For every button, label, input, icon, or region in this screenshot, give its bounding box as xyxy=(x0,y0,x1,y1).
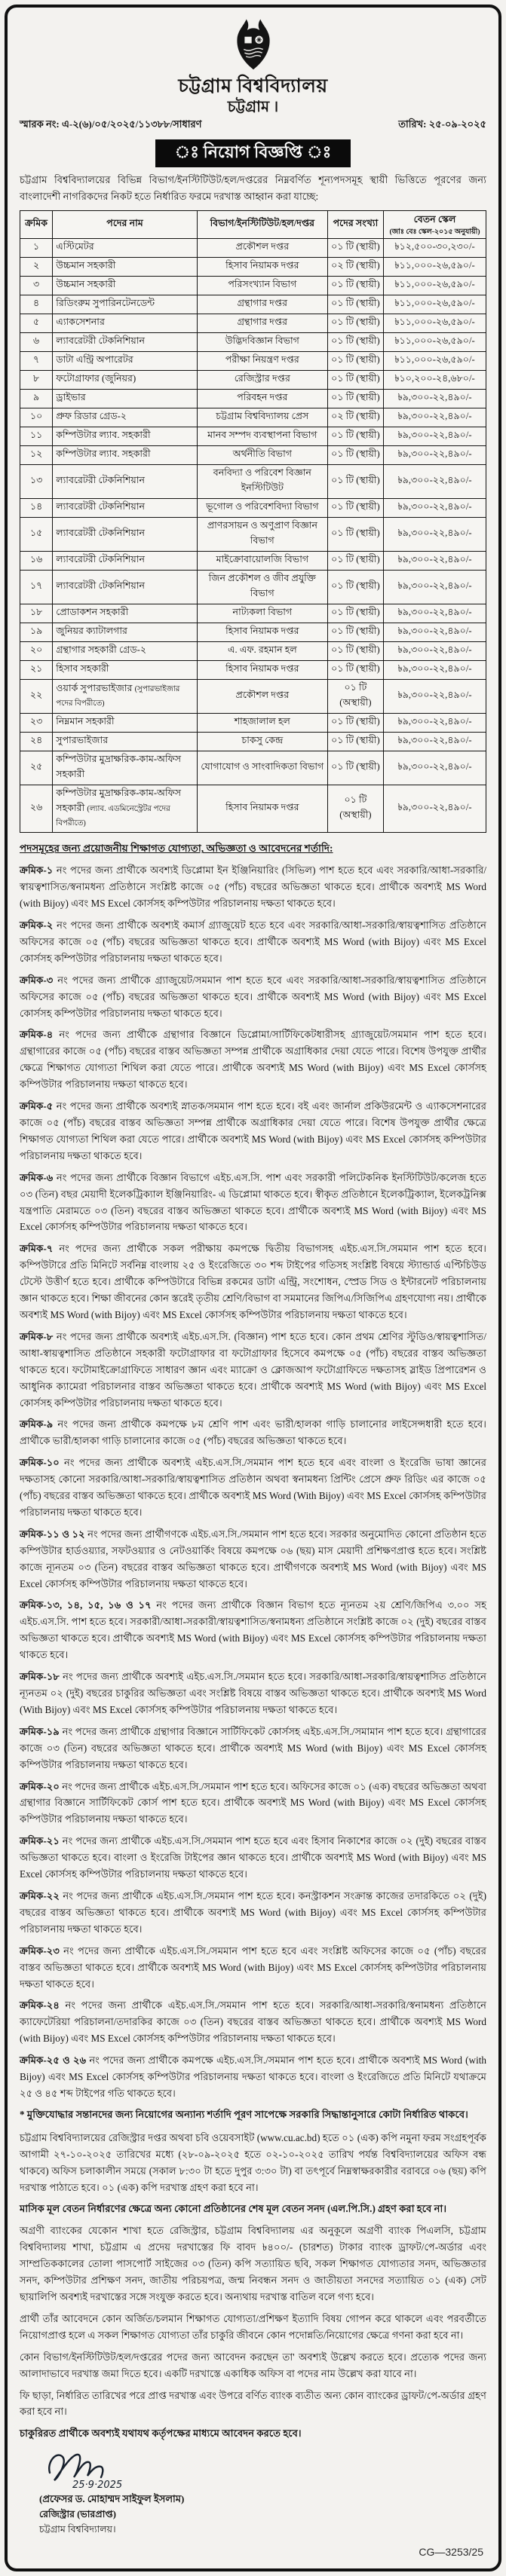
table-row xyxy=(20,680,486,714)
cell-department: অর্থনীতি বিভাগ xyxy=(197,446,327,465)
cell-serial: ২১ xyxy=(20,661,53,680)
cell-post: কম্পিউটার ল্যাব. সহকারী xyxy=(53,427,198,446)
cell-count: ০১ টি (স্থায়ী) xyxy=(327,604,383,623)
requirement-paragraph: ক্রমিক-৮ নং পদের জন্য প্রার্থীকে অবশ্যই এইচ.এস.সি. (বিজ্ঞান) পাশ হতে হবে। কোন প্রথম শ্রেণির স্টুডিও/স্বায়ত্বশাসিত/আধা-স্বায়ত্বশাসিত প্রতিষ্ঠানে সহকারী ফটোগ্রাফার বা ফটোগ্রাফার হিসেবে কমপক্ষে ০৫ (পাঁচ) বছরের বাস্তব অভিজ্ঞতা থাকতে হবে। ফটোমাইক্রোগ্রাফিতে সাধারণ জ্ঞান এবং ম্যাক্রো ও ক্লোজআপ ফটোগ্রাফিতে দক্ষতাসহ স্লাইড প্রিপারেশন ও আধুনিক ক্যামেরা পরিচালনার বাস্তব অভিজ্ঞতা থাকতে হবে। প্রার্থীকে অবশ্যই MS Word (with Bijoy) এবং MS Excel কোর্সসহ কম্পিউটার পরিচালনায় দক্ষতা থাকতে হবে। xyxy=(20,1330,486,1409)
cell-department: জিন প্রকৌশল ও জীব প্রযুক্তি বিভাগ xyxy=(197,571,327,604)
cell-serial: ৫ xyxy=(20,314,53,333)
cell-post: রিডিংরুম সুপারিনটেনডেন্ট xyxy=(53,295,198,314)
requirement-paragraph: ক্রমিক-৯ নং পদের জন্য প্রার্থীকে কমপক্ষে ৮ম শ্রেণি পাশ এবং ভারী/হালকা গাড়ি চালানোর লাইসেন্সধারী হতে হবে। প্রার্থীকে ভারী/হালকা গাড়ি চালানোর কাজে ০৫ (পাঁচ) বছরের অভিজ্ঞতা থাকতে হবে। xyxy=(20,1418,486,1447)
cell-post: ল্যাবরেটরী টেকনিশিয়ান xyxy=(53,499,198,518)
cell-count: ০১ টি (স্থায়ী) xyxy=(327,277,383,295)
table-row xyxy=(20,714,486,733)
table-row xyxy=(20,661,486,680)
cell-department: এ. এফ. রহমান হল xyxy=(197,642,327,661)
table-row xyxy=(20,552,486,571)
cell-count: ০১ টি (স্থায়ী) xyxy=(327,552,383,571)
requirement-paragraph: ক্রমিক-২২ নং পদের জন্য প্রার্থীকে এইচ.এস.সি./সমমান পাশ হতে হবে। কনস্ট্রাকশন সংক্রান্ত কাজের তদারকিতে ০২ (দুই) বছরের বাস্তব অভিজ্ঞতা থাকতে হবে। প্রার্থীকে অবশ্যই MS Word (with Bijoy) এবং MS Excel কোর্সসহ কম্পিউটার পরিচালনায় দক্ষতা থাকতে হবে। xyxy=(20,1889,486,1935)
note-paragraph: প্রার্থী তাঁর আবেদনে কোন অর্জিত/চলমান শিক্ষাগত যোগ্যতা/প্রশিক্ষণ ইত্যাদি বিষয় গোপন করে থাকলে এবং পরবর্তীতে নিয়োগপ্রাপ্ত হলে এ সকল শিক্ষাগত যোগ্যতা তাঁর চাকুরি জীবনে কোন পদোন্নতি/নিয়োগের ক্ষেত্রে গণনা করা হবে না। xyxy=(20,2312,486,2341)
cell-post: সুপারভাইজার xyxy=(53,733,198,751)
cell-count: ০১ টি (স্থায়ী) xyxy=(327,571,383,604)
requirement-paragraph: ক্রমিক-২১ নং পদের জন্য প্রার্থীকে এইচ.এস.সি./সমমান পাশ হতে হবে এবং হিসাব নিকাশের কাজে ০২ (দুই) বছরের বাস্তব অভিজ্ঞতা থাকতে হবে। বাংলা ও ইংরেজি টাইপের জ্ঞান থাকতে হবে। প্রার্থীকে অবশ্যই MS Word (with Bijoy) এবং MS Excel কোর্সসহ কম্পিউটার পরিচালনায় দক্ষতা থাকতে হবে। xyxy=(20,1835,486,1880)
cell-post: উচ্চমান সহকারী xyxy=(53,277,198,295)
table-row xyxy=(20,751,486,785)
table-row xyxy=(20,571,486,604)
col-department: বিভাগ/ইনস্টিটিউট/হল/দপ্তর xyxy=(197,210,327,238)
cell-count: ০১ টি (স্থায়ী) xyxy=(327,446,383,465)
cell-post: কম্পিউটার ল্যাব. সহকারী xyxy=(53,446,198,465)
cell-scale: ৳৯,৩০০-২২,৪৯০/- xyxy=(384,623,486,642)
cell-post: কম্পিউটার মুদ্রাক্ষরিক-কাম-অফিস সহকারী xyxy=(53,751,198,785)
requirement-lead: ক্রমিক-১৩, ১৪, ১৫, ১৬ ও ১৭ xyxy=(20,1599,152,1611)
university-emblem-icon xyxy=(232,17,275,75)
cell-serial: ৩ xyxy=(20,277,53,295)
requirement-lead: ক্রমিক-৯ xyxy=(20,1418,54,1430)
cell-department: হিসাব নিয়ামক দপ্তর xyxy=(197,661,327,680)
cell-post: ল্যাবরেটরী টেকনিশিয়ান xyxy=(53,552,198,571)
cell-department: পরিসংখ্যান বিভাগ xyxy=(197,277,327,295)
requirement-paragraph: ক্রমিক-২০ নং পদের জন্য প্রার্থীকে এইচ.এস.সি./সমমান পাশ হতে হবে। অফিসের কাজে ০১ (এক) বছরের অভিজ্ঞতা অথবা গ্রন্থাগার বিজ্ঞানে সার্টিফিকেট কোর্স পাশ হতে হবে। প্রার্থীকে অবশ্যই MS Word (with Bijoy) এবং MS Excel কোর্সসহ কম্পিউটার পরিচালনায় দক্ষতা থাকতে হবে। xyxy=(20,1780,486,1825)
notice-title-badge: ঃ নিয়োগ বিজ্ঞপ্তি ঃ xyxy=(155,139,351,167)
table-header-row xyxy=(20,210,486,238)
note-paragraph: অগ্রণী ব্যাংকের যেকোন শাখা হতে রেজিস্ট্রার, চট্টগ্রাম বিশ্ববিদ্যালয় এর অনুকূলে অগ্রণী ব্যাংক পিএলসি, চট্টগ্রাম বিশ্ববিদ্যালয় শাখা, চট্টগ্রাম এ প্রদেয় দরখাস্তের ফি বাবদ ৳৪০০/- (চারশত) টাকার ব্যাংক ড্রাফট/পে-অর্ডার এবং সাম্প্রতিককালের তোলা পাসপোর্ট সাইজের ০৩ (তিন) কপি সত্যায়িত ছবি, সকল শিক্ষাগত যোগ্যতার সনদ, অভিজ্ঞতার সনদ, কম্পিউটার প্রশিক্ষণ সনদ, জাতীয় পরিচয়পত্র, জন্ম নিবন্ধন সনদ ও জাতীয়তা সনদের সত্যায়িত ০১ (এক) সেট ছায়ালিপি অবশ্যই দরখাস্তের সঙ্গে সংযুক্ত করতে হবে। অন্যথায় দরখাস্ত বাতিল বলে গণ্য হবে। xyxy=(20,2225,486,2303)
cell-count: ০১ টি (স্থায়ী) xyxy=(327,314,383,333)
cell-count: ০১ টি (স্থায়ী) xyxy=(327,352,383,371)
cell-serial: ১৫ xyxy=(20,518,53,552)
requirements-list xyxy=(20,862,486,2102)
cell-post: ডাটা এন্ট্রি অপারেটর xyxy=(53,352,198,371)
cell-department: হিসাব নিয়ামক দপ্তর xyxy=(197,623,327,642)
cell-post: কম্পিউটার মুদ্রাক্ষরিক-কাম-অফিস সহকারী (ল্যাব. এডমিনেস্ট্রেটর পদের বিপরীতে) xyxy=(53,785,198,833)
signatory-name: (প্রফেসর ড. মোহাম্মদ সাইফুল ইসলাম) xyxy=(39,2493,185,2505)
cell-serial: ৭ xyxy=(20,352,53,371)
requirement-lead: ক্রমিক-২৫ ও ২৬ xyxy=(20,2054,87,2067)
table-row xyxy=(20,277,486,295)
cell-scale: ৳৯,৩০০-২২,৪৯০/- xyxy=(384,571,486,604)
cell-count: ০১ টি (স্থায়ী) xyxy=(327,333,383,352)
note-paragraph: কোন বিভাগ/ইনস্টিটিউট/হল/দপ্তরের পদের জন্য আবেদন করছেন তা' অবশ্যই উল্লেখ করতে হবে। প্রত্যেক পদের জন্য আলাদাভাবে দরখাস্ত জমা দিতে হবে। একটি দরখাস্তে একাধিক অফিস বা পদের নাম উল্লেখ করা যাবে না। xyxy=(20,2351,486,2379)
cell-post: ফটোগ্রাফার (জুনিয়র) xyxy=(53,371,198,390)
table-row xyxy=(20,314,486,333)
requirement-lead: ক্রমিক-২৩ xyxy=(20,1944,60,1956)
requirement-lead: ক্রমিক-১১ ও ১২ xyxy=(20,1528,85,1540)
table-row xyxy=(20,623,486,642)
cell-scale: ৳৯,৩০০-২২,৪৯০/- xyxy=(384,680,486,714)
cell-count: ০১ টি (স্থায়ী) xyxy=(327,623,383,642)
cell-department: বনবিদ্যা ও পরিবেশ বিজ্ঞান ইনস্টিটিউট xyxy=(197,465,327,499)
cell-serial: ২২ xyxy=(20,680,53,714)
cell-post: ড্রাইভার xyxy=(53,390,198,408)
requirement-lead: ক্রমিক-৭ xyxy=(20,1243,54,1255)
signature-block xyxy=(20,2447,486,2538)
table-row xyxy=(20,733,486,751)
requirement-paragraph: ক্রমিক-৬ নং পদের জন্য প্রার্থীকে বিজ্ঞান বিভাগে এইচ.এস.সি. পাশ এবং সরকারী পলিটেকনিক ইনস্টিটিউট/কলেজ হতে ০৩ (তিন) বছর মেয়াদী ইলেকট্রিক্যাল ইঞ্জিনিয়ারিং- এ ডিপ্লোমা থাকতে হবে। স্বীকৃত প্রতিষ্ঠানে ইলেকট্রিক্যাল, ইলেকট্রনিক্স যন্ত্রপাতি মেরামতে ০৩ (তিন) বছরের বাস্তব অভিজ্ঞতা থাকতে হবে। প্রার্থীকে অবশ্যই MS Word (with Bijoy) এবং MS Excel কোর্সসহ কম্পিউটার পরিচালনায় দক্ষতা থাকতে হবে। xyxy=(20,1171,486,1233)
cell-post: ওয়ার্ক সুপারভাইজার (সুপারভাইজার পদের বিপরীতে) xyxy=(53,680,198,714)
cell-department: শাহজালাল হল xyxy=(197,714,327,733)
cell-serial: ১০ xyxy=(20,408,53,427)
table-row xyxy=(20,446,486,465)
cell-post: প্রোডাকশন সহকারী xyxy=(53,604,198,623)
cell-scale: ৳৯,৩০০-২২,৪৯০/- xyxy=(384,390,486,408)
requirement-lead: ক্রমিক-২১ xyxy=(20,1835,60,1847)
cell-scale: ৳৯,৩০০-২২,৪৯০/- xyxy=(384,661,486,680)
cell-count: ০১ টি (স্থায়ী) xyxy=(327,661,383,680)
cell-count: ০১ টি (স্থায়ী) xyxy=(327,371,383,390)
pay-scale-note: (জাঃ বেঃ স্কেল-২০১৫ অনুযায়ী) xyxy=(389,228,480,236)
cell-post: ল্যাবরেটরী টেকনিশিয়ান xyxy=(53,333,198,352)
requirement-paragraph: ক্রমিক-২৩ নং পদের জন্য প্রার্থীকে এইচ.এস.সি./সমমান পাশ হতে হবে এবং সংশ্লিষ্ট অফিসের কাজে ০৫ (পাঁচ) বছরের বাস্তব অভিজ্ঞতা থাকতে হবে। প্রার্থীকে অবশ্যই MS Word (with Bijoy) এবং MS Excel কোর্সসহ কম্পিউটার পরিচালনায় দক্ষতা থাকতে হবে। xyxy=(20,1944,486,1990)
cell-post: নিম্নমান সহকারী xyxy=(53,714,198,733)
cell-scale: ৳৯,৩০০-২২,৪৯০/- xyxy=(384,552,486,571)
requirement-lead: ক্রমিক-১৮ xyxy=(20,1671,60,1683)
requirement-paragraph: ক্রমিক-২৫ ও ২৬ নং পদের জন্য প্রার্থীকে কমপক্ষে এইচ.এস.সি./সমমান পাশ হতে হবে। প্রার্থীকে অবশ্যই MS Word (with Bijoy) এবং MS Excel কোর্সসহ কম্পিউটার পরিচালনায় দক্ষতা থাকতে হবে। বাংলা ও ইংরেজিতে প্রতি মিনিটে যথাক্রমে ২৫ ও ৪৫ শব্দ টাইপের গতি থাকতে হবে। xyxy=(20,2054,486,2099)
cell-scale: ৳৯,৩০০-২২,৪৯০/- xyxy=(384,604,486,623)
cell-count: ০১ টি (স্থায়ী) xyxy=(327,427,383,446)
table-row xyxy=(20,333,486,352)
cell-department: প্রাণরসায়ন ও অণুপ্রাণ বিজ্ঞান বিভাগ xyxy=(197,518,327,552)
cell-count: ০১ টি (স্থায়ী) xyxy=(327,751,383,785)
cell-post: উচ্চমান সহকারী xyxy=(53,258,198,277)
cell-serial: ১৯ xyxy=(20,623,53,642)
cell-department: গ্রন্থাগার দপ্তর xyxy=(197,314,327,333)
cell-serial: ১ xyxy=(20,239,53,258)
cell-department: ভূগোল ও পরিবেশবিদ্যা বিভাগ xyxy=(197,499,327,518)
requirement-lead: ক্রমিক-৪ xyxy=(20,1029,54,1041)
cell-serial: ৬ xyxy=(20,333,53,352)
table-row xyxy=(20,785,486,833)
cell-scale: ৳১২,৫০০-৩০,২৩০/- xyxy=(384,239,486,258)
requirement-paragraph: ক্রমিক-২ নং পদের জন্য প্রার্থীকে অবশ্যই কমার্স গ্র্যাজুয়েট হতে হবে এবং সরকারি/আধা-সরকারি/স্বায়ত্বশাসিত প্রতিষ্ঠানে অফিসের কাজে ০৫ (পাঁচ) বছরের অভিজ্ঞতা থাকতে হবে। প্রার্থীকে অবশ্যই MS Word (with Bijoy) এবং MS Excel কোর্সসহ কম্পিউটার পরিচালনায় দক্ষতা থাকতে হবে। xyxy=(20,919,486,964)
cell-post: এ্যাকসেশনার xyxy=(53,314,198,333)
table-row xyxy=(20,499,486,518)
requirement-lead: ক্রমিক-২০ xyxy=(20,1780,60,1792)
cell-scale: ৳১১,০০০-২৬,৫৯০/- xyxy=(384,295,486,314)
cell-department: চট্টগ্রাম বিশ্ববিদ্যালয় প্রেস xyxy=(197,408,327,427)
university-city: চট্টগ্রাম । xyxy=(227,98,279,115)
signatory-title: রেজিস্ট্রার (ভারপ্রাপ্ত) xyxy=(39,2509,116,2520)
cell-serial: ১২ xyxy=(20,446,53,465)
cell-serial: ১১ xyxy=(20,427,53,446)
table-row xyxy=(20,295,486,314)
note-paragraph: চট্টগ্রাম বিশ্ববিদ্যালয়ের রেজিস্ট্রার দপ্তর অথবা চবি ওয়েবসাইট (www.cu.ac.bd) হতে ০১ (এক) কপি নমুনা ফরম সংগ্রহপূর্বক আগামী ২৭-১০-২০২৫ তারিখের মধ্যে (২৮-০৯-২০২৫ হতে ০২-১০-২০২৫ তারিখ পর্যন্ত বিশ্ববিদ্যালয়ের অফিস বন্ধ থাকবে) অফিস চলাকালীন সময়ে (সকাল ৮:৩০ টা হতে দুপুর ৩:৩০ টা) বা তৎপূর্বে নিম্নস্বাক্ষরকারীর বরাবরে ০৬ (ছয়) কপি দরখাস্ত পাঠাতে হবে। ০১ (এক) কপি দরখাস্ত গ্রহণ করা হবে না। xyxy=(20,2131,486,2193)
cell-post: ল্যাবরেটরী টেকনিশিয়ান xyxy=(53,518,198,552)
requirement-paragraph: ক্রমিক-১০ নং পদের জন্য প্রার্থীকে অবশ্যই এইচ.এস.সি./সমমান পাশ হতে হবে এবং বাংলা ও ইংরেজি ভাষা জ্ঞানের দক্ষতাসহ কোনো সরকারি/আধা-সরকারি/স্বায়ত্বশাসিত প্রতিষ্ঠান অথবা স্বনামধন্য প্রিন্টিং প্রেসে প্রুফ রিডিং এর কাজে ০৫ (পাঁচ) বছরের বাস্তব অভিজ্ঞতা থাকতে হবে। প্রার্থীকে অবশ্যই MS Word (With Bijoy) এবং MS Excel কোর্সসহ কম্পিউটার পরিচালনায় দক্ষতা থাকতে হবে। xyxy=(20,1457,486,1518)
positions-table xyxy=(20,210,486,833)
cell-scale: ৳৯,৩০০-২২,৪৯০/- xyxy=(384,465,486,499)
cell-serial: ১৭ xyxy=(20,571,53,604)
cell-department: চাকসু কেন্দ্র xyxy=(197,733,327,751)
cell-department: মানব সম্পদ ব্যবস্থাপনা বিভাগ xyxy=(197,427,327,446)
table-row xyxy=(20,390,486,408)
requirement-lead: ক্রমিক-৬ xyxy=(20,1171,54,1183)
cell-scale: ৳১১,০০০-২৬,৫৯০/- xyxy=(384,314,486,333)
requirement-paragraph: ক্রমিক-৩ নং পদের জন্য প্রার্থীকে গ্র্যাজুয়েট/সমমান পাশ হতে হবে এবং সরকারি/আধা-সরকারি/স্বায়ত্বশাসিত প্রতিষ্ঠানে অফিসের কাজে ০৫ (পাঁচ) বছরের অভিজ্ঞতা থাকতে হবে। প্রার্থীকে অবশ্যই MS Word (with Bijoy) এবং MS Excel কোর্সসহ কম্পিউটার পরিচালনায় দক্ষতা থাকতে হবে। xyxy=(20,974,486,1019)
cell-scale: ৳৯,৩০০-২২,৪৯০/- xyxy=(384,446,486,465)
cell-post: গ্রন্থাগার সহকারী গ্রেড-২ xyxy=(53,642,198,661)
requirement-lead: ক্রমিক-২৪ xyxy=(20,1999,60,2012)
cell-count: ০১ টি (স্থায়ী) xyxy=(327,499,383,518)
table-row xyxy=(20,604,486,623)
signatory-org: চট্টগ্রাম বিশ্ববিদ্যালয়। xyxy=(39,2524,116,2535)
cell-post: প্রুফ রিডার গ্রেড-২ xyxy=(53,408,198,427)
requirement-paragraph: ক্রমিক-১৯ নং পদের জন্য প্রার্থীকে গ্রন্থাগার বিজ্ঞানে সার্টিফিকেট কোর্সসহ এইচ.এস.সি./সমামান পাশ হতে হবে। গ্রন্থাগারের কাজে ০৩ (তিন) বছরের অভিজ্ঞতা থাকতে হবে। প্রার্থীকে অবশ্যই MS Word (with Bijoy) এবং MS Excel কোর্সসহ কম্পিউটার পরিচালনায় দক্ষতা থাকতে হবে। xyxy=(20,1725,486,1770)
cell-department: প্রকৌশল দপ্তর xyxy=(197,680,327,714)
masthead xyxy=(20,17,486,167)
cell-scale: ৳৯,৩০০-২২,৪৯০/- xyxy=(384,427,486,446)
positions-table-body xyxy=(20,239,486,833)
cell-count: ০১ টি (স্থায়ী) xyxy=(327,518,383,552)
requirement-paragraph: ক্রমিক-২৪ নং পদের জন্য প্রার্থীকে এইচ.এস.সি./সমমান পাশ হতে হবে। সরকারি/আধা-সরকারি/স্বনামধন্য প্রতিষ্ঠানে ক্যাফেটেরিয়া পরিচালনা/তদারকির কাজে ০৩ (তিন) বছরের বাস্তব অভিজ্ঞতা থাকতে হবে। প্রার্থীকে অবশ্যই MS Word (with Bijoy) এবং MS Excel কোর্সসহ কম্পিউটার পরিচালনায় দক্ষতা থাকতে হবে। xyxy=(20,1999,486,2045)
requirement-lead: ক্রমিক-৩ xyxy=(20,974,54,986)
cell-serial: ২৪ xyxy=(20,733,53,751)
requirement-paragraph: ক্রমিক-৪ নং পদের জন্য প্রার্থীকে গ্রন্থাগার বিজ্ঞানে ডিপ্লোমা/সার্টিফিকেটধারীসহ গ্র্যাজুয়েট/সমমান পাশ হতে হবে। গ্রন্থাগারের কাজে ০৫ (পাঁচ) বছরের বাস্তব অভিজ্ঞতা সম্পন্ন প্রার্থীকে অগ্রাধিকার দেয়া যেতে পারে। বিশেষ উপযুক্ত প্রার্থীর ক্ষেত্রে শিক্ষাগত যোগ্যতা শিথিল করা যেতে পারে। প্রার্থীকে অবশ্যই MS Word (with Bijoy) এবং MS Excel কোর্সসহ কম্পিউটার পরিচালনায় দক্ষতা থাকতে হবে। xyxy=(20,1029,486,1091)
table-row xyxy=(20,408,486,427)
cell-count: ০১ টি (স্থায়ী) xyxy=(327,714,383,733)
cell-scale: ৳১১,০০০-২৬,৫৯০/- xyxy=(384,277,486,295)
requirement-lead: ক্রমিক-২২ xyxy=(20,1889,60,1901)
table-row xyxy=(20,239,486,258)
requirement-paragraph: ক্রমিক-১১ ও ১২ নং পদের জন্য প্রার্থীগণকে এইচ.এস.সি./সমমান পাশ হতে হবে। সরকার অনুমোদিত কোনো প্রতিষ্ঠান হতে কম্পিউটার হার্ডওয়্যার, সফটওয়্যার ও নেটওয়ার্কিং বিষয়ে কমপক্ষে ০৬ (ছয়) মাস মেয়াদী প্রশিক্ষণপ্রাপ্ত হতে হবে। সংশ্লিষ্ট কাজে ন্যূনতম ০৩ (তিন) বছরের বাস্তব অভিজ্ঞতা থাকতে হবে। প্রার্থীগণকে অবশ্যই MS Word (with Bijoy) এবং MS Excel কোর্সসহ কম্পিউটার পরিচালনায় দক্ষতা থাকতে হবে। xyxy=(20,1528,486,1589)
intro-paragraph: চট্টগ্রাম বিশ্ববিদ্যালয়ের বিভিন্ন বিভাগ/ইনস্টিটিউট/হল/দপ্তরের নিম্নবর্ণিত শূন্যপদসমূহ স্থায়ী ভিত্তিতে পূরণের জন্য বাংলাদেশী নাগরিকদের নিকট হতে নির্ধারিত ফরমে দরখাস্ত আহ্বান করা যাচ্ছে: xyxy=(20,174,486,202)
cell-count: ০১ টি (স্থায়ী) xyxy=(327,239,383,258)
cell-scale: ৳৯,৩০০-২২,৪৯০/- xyxy=(384,642,486,661)
cell-count: ০১ টি (অস্থায়ী) xyxy=(327,680,383,714)
cell-serial: ১৪ xyxy=(20,499,53,518)
cell-scale: ৳৯,৩০০-২২,৪৯০/- xyxy=(384,518,486,552)
cell-post: ল্যাবরেটরী টেকনিশিয়ান xyxy=(53,571,198,604)
cell-serial: ২৫ xyxy=(20,751,53,785)
table-row xyxy=(20,371,486,390)
cell-serial: ৮ xyxy=(20,371,53,390)
table-row xyxy=(20,352,486,371)
cell-count: ০১ টি (স্থায়ী) xyxy=(327,733,383,751)
table-row xyxy=(20,258,486,277)
table-row xyxy=(20,518,486,552)
signature-date-glyph: 25·9·2025 xyxy=(72,2480,123,2492)
cell-department: পরিবহন দপ্তর xyxy=(197,390,327,408)
requirement-paragraph: ক্রমিক-৫ নং পদের জন্য প্রার্থীকে অবশ্যই স্নাতক/সমমান পাশ হতে হবে। বই এবং জার্নাল প্রকিউরমেন্ট ও এ্যাকসেশনারের কাজে ০৫ (পাঁচ) বছরের বাস্তব অভিজ্ঞতা সম্পন্ন প্রার্থীকে অগ্রাধিকার দেয়া যেতে পারে। বিশেষ উপযুক্ত প্রার্থীর ক্ষেত্রে শিক্ষাগত যোগ্যতা শিথিল করা যেতে পারে। প্রার্থীকে অবশ্যই MS Word (with Bijoy) এবং MS Excel কোর্সসহ কম্পিউটার পরিচালনায় দক্ষতা থাকতে হবে। xyxy=(20,1100,486,1161)
cell-scale: ৳৯,৩০০-২২,৪৯০/- xyxy=(384,785,486,833)
col-post-name: পদের নাম xyxy=(53,210,198,238)
requirement-paragraph: ক্রমিক-৭ নং পদের জন্য প্রার্থীকে সকল পরীক্ষায় কমপক্ষে দ্বিতীয় বিভাগসহ এইচ.এস.সি./সমমান পাশ হতে হবে। কম্পিউটারে প্রতি মিনিটে সর্বনিম্ন বাংলায় ২৫ ও ইংরেজিতে ৩০ শব্দ টাইপের গতিসহ সংশ্লিষ্ট বিষয়ে স্ট্যান্ডার্ড এপ্টিচিউড টেস্টে উত্তীর্ণ হতে হবে। প্রার্থীকে কম্পিউটারে বিভিন্ন রকমের ডাটা এন্ট্রি, সংশোধন, স্প্রেড সিড ও ইন্টারনেট পরিচালনায় জ্ঞান থাকতে হবে। শিক্ষা জীবনের কোন স্তরেই তৃতীয় শ্রেণি/বিভাগ বা সমমানের জিপিএ/সিজিপিএ গ্রহণযোগ্য নয়। প্রার্থীকে অবশ্যই MS Word (with Bijoy) এবং MS Excel কোর্সসহ কম্পিউটার পরিচালনায় দক্ষতা থাকতে হবে। xyxy=(20,1243,486,1320)
general-notes xyxy=(20,2130,486,2442)
cell-department: উদ্ভিদবিজ্ঞান বিভাগ xyxy=(197,333,327,352)
cell-department: নাট্যকলা বিভাগ xyxy=(197,604,327,623)
university-name: চট্টগ্রাম বিশ্ববিদ্যালয় xyxy=(178,76,328,96)
cell-scale: ৳১১,০০০-২৬,৫৯০/- xyxy=(384,258,486,277)
cell-serial: ২ xyxy=(20,258,53,277)
note-paragraph: মাসিক মূল বেতন নির্ধারণের ক্ষেত্রে অন্য কোনো প্রতিষ্ঠানের শেষ মূল বেতন সনদ (এল.পি.সি.) গ্রহণ করা হবে না। xyxy=(20,2203,447,2215)
cell-scale: ৳৯,৩০০-২২,৪৯০/- xyxy=(384,408,486,427)
table-row xyxy=(20,642,486,661)
requirement-paragraph: ক্রমিক-১ নং পদের জন্য প্রার্থীকে অবশ্যই ডিপ্লোমা ইন ইঞ্জিনিয়ারিং (সিভিল) পাশ হতে হবে এবং সরকারি/আধা-সরকারি/স্বায়ত্বশাসিত/স্বনামধন্য প্রতিষ্ঠানে সংশ্লিষ্ট কাজে ০৫ (পাঁচ) বছরের অভিজ্ঞতা থাকতে হবে। প্রার্থীকে অবশ্যই MS Word (with Bijoy) এবং MS Excel কোর্সসহ কম্পিউটার পরিচালনায় দক্ষতা থাকতে হবে। xyxy=(20,864,486,910)
border-frame xyxy=(5,5,501,2571)
cell-department: প্রকৌশল দপ্তর xyxy=(197,239,327,258)
cell-count: ০১ টি (অস্থায়ী) xyxy=(327,785,383,833)
requirement-lead: ক্রমিক-৮ xyxy=(20,1330,54,1342)
requirement-lead: ক্রমিক-২ xyxy=(20,919,54,932)
cell-serial: ২৩ xyxy=(20,714,53,733)
cell-scale: ৳৯,৩০০-২২,৪৯০/- xyxy=(384,751,486,785)
cell-scale: ৳৯,৩০০-২২,৪৯০/- xyxy=(384,733,486,751)
cell-count: ০২ টি (স্থায়ী) xyxy=(327,258,383,277)
cell-post: ল্যাবরেটরী টেকনিশিয়ান xyxy=(53,465,198,499)
cell-serial: ২০ xyxy=(20,642,53,661)
cell-post: এস্টিমেটর xyxy=(53,239,198,258)
table-row xyxy=(20,427,486,446)
post-note: (সুপারভাইজার পদের বিপরীতে) xyxy=(56,685,180,708)
cell-department: গ্রন্থাগার দপ্তর xyxy=(197,295,327,314)
note-paragraph: ফি ছাড়া, নির্ধারিত তারিখের পরে প্রাপ্ত দরখাস্ত এবং উপরে বর্ণিত ব্যাংক ব্যতীত অন্য কোন ব্যাংকের ড্রাফট/পে-অর্ডার গ্রহণ করা হবে না। xyxy=(20,2389,486,2418)
requirement-lead: ক্রমিক-১ xyxy=(20,864,54,877)
cell-scale: ৳১১,০০০-২৬,৫৯০/- xyxy=(384,333,486,352)
cell-department: রেজিস্ট্রার দপ্তর xyxy=(197,371,327,390)
cell-department: মাইক্রোবায়োলজি বিভাগ xyxy=(197,552,327,571)
cell-count: ০১ টি (স্থায়ী) xyxy=(327,465,383,499)
cell-serial: ১৬ xyxy=(20,552,53,571)
signature-icon xyxy=(39,2481,182,2494)
requirements-heading: পদসমূহের জন্য প্রয়োজনীয় শিক্ষাগত যোগ্যতা, অভিজ্ঞতা ও আবেদনের শর্তাদি: xyxy=(20,843,333,855)
cell-count: ০১ টি (স্থায়ী) xyxy=(327,390,383,408)
cell-serial: ২৬ xyxy=(20,785,53,833)
cell-count: ০১ টি (স্থায়ী) xyxy=(327,642,383,661)
cell-serial: ১৮ xyxy=(20,604,53,623)
cell-count: ০২ টি (স্থায়ী) xyxy=(327,408,383,427)
cell-post: হিসাব সহকারী xyxy=(53,661,198,680)
memo-number: স্মারক নং: এ-২(৬)/০৫/২০২৫/১১৩৮৮/সাধারণ xyxy=(20,118,202,130)
table-row xyxy=(20,465,486,499)
cell-scale: ৳১০,২০০-২৪,৬৮০/- xyxy=(384,371,486,390)
cell-serial: ৪ xyxy=(20,295,53,314)
note-paragraph: চাকুরিরত প্রার্থীকে অবশ্যই যথাযথ কর্তৃপক্ষের মাধ্যমে আবেদন করতে হবে। xyxy=(20,2428,302,2440)
circular-date: তারিখ: ২৫-০৯-২০২৫ xyxy=(398,118,486,130)
cell-serial: ১৩ xyxy=(20,465,53,499)
cell-scale: ৳৯,৩০০-২২,৪৯০/- xyxy=(384,499,486,518)
cell-scale: ৳৯,৩০০-২২,৪৯০/- xyxy=(384,714,486,733)
cell-department: হিসাব নিয়ামক দপ্তর xyxy=(197,785,327,833)
cell-post: জুনিয়র ক্যাটালগার xyxy=(53,623,198,642)
quota-note: * মুক্তিযোদ্ধার সন্তানদের জন্য নিয়োগের অন্যান্য শর্তাদি পূরণ সাপেক্ষে সরকারি সিদ্ধান্তানুসারে কোটা নির্ধারিত থাকবে। xyxy=(20,2108,468,2120)
cell-count: ০১ টি (স্থায়ী) xyxy=(327,295,383,314)
cell-department: হিসাব নিয়ামক দপ্তর xyxy=(197,258,327,277)
cell-department: যোগাযোগ ও সাংবাদিকতা বিভাগ xyxy=(197,751,327,785)
cell-department: পরীক্ষা নিয়ন্ত্রণ দপ্তর xyxy=(197,352,327,371)
requirement-lead: ক্রমিক-১৯ xyxy=(20,1725,60,1737)
requirement-lead: ক্রমিক-১০ xyxy=(20,1457,60,1469)
requirement-paragraph: ক্রমিক-১৮ নং পদের জন্য প্রার্থীকে অবশ্যই এইচ.এস.সি./সমমান হতে হবে। সরকারি/আধা-সরকারি/স্বায়ত্বশাসিত প্রতিষ্ঠানে ন্যূনতম ০২ (দুই) বছরের চাকুরির অভিজ্ঞতা এবং সংশ্লিষ্ট বিষয়ে বাস্তব অভিজ্ঞতা থাকতে হবে। প্রার্থীকে অবশ্যই MS Word (With Bijoy) এবং MS Excel কোর্সসহ কম্পিউটার পরিচালনায় দক্ষতা থাকতে হবে। xyxy=(20,1671,486,1715)
requirement-lead: ক্রমিক-৫ xyxy=(20,1100,54,1112)
col-serial: ক্রমিক xyxy=(20,210,53,238)
col-post-count: পদের সংখ্যা xyxy=(327,210,383,238)
cell-serial: ৯ xyxy=(20,390,53,408)
requirement-paragraph: ক্রমিক-১৩, ১৪, ১৫, ১৬ ও ১৭ নং পদের জন্য প্রার্থীকে বিজ্ঞান বিভাগ হতে ন্যূনতম ২য় শ্রেণি/জিপিএ ৩.০০ সহ এইচ.এস.সি. পাশ হতে হবে। সরকারী/আধা-সরকারী/স্বায়ত্বশাসিত/স্বনামধন্য প্রতিষ্ঠানে সংশ্লিষ্ট কাজে ০২ (দুই) বছরের বাস্তব অভিজ্ঞতা থাকতে হবে। প্রার্থীকে অবশ্যই MS Word (with Bijoy) এবং MS Excel কোর্সসহ কম্পিউটার পরিচালনায় দক্ষতা থাকতে হবে। xyxy=(20,1599,487,1661)
cell-scale: ৳১১,০০০-২৬,৫৯০/- xyxy=(384,352,486,371)
press-reference: CG—3253/25 xyxy=(419,2546,483,2559)
col-pay-scale: বেতন স্কেল (জাঃ বেঃ স্কেল-২০১৫ অনুযায়ী) xyxy=(384,210,486,238)
post-note: (ল্যাব. এডমিনেস্ট্রেটর পদের বিপরীতে) xyxy=(56,805,170,828)
